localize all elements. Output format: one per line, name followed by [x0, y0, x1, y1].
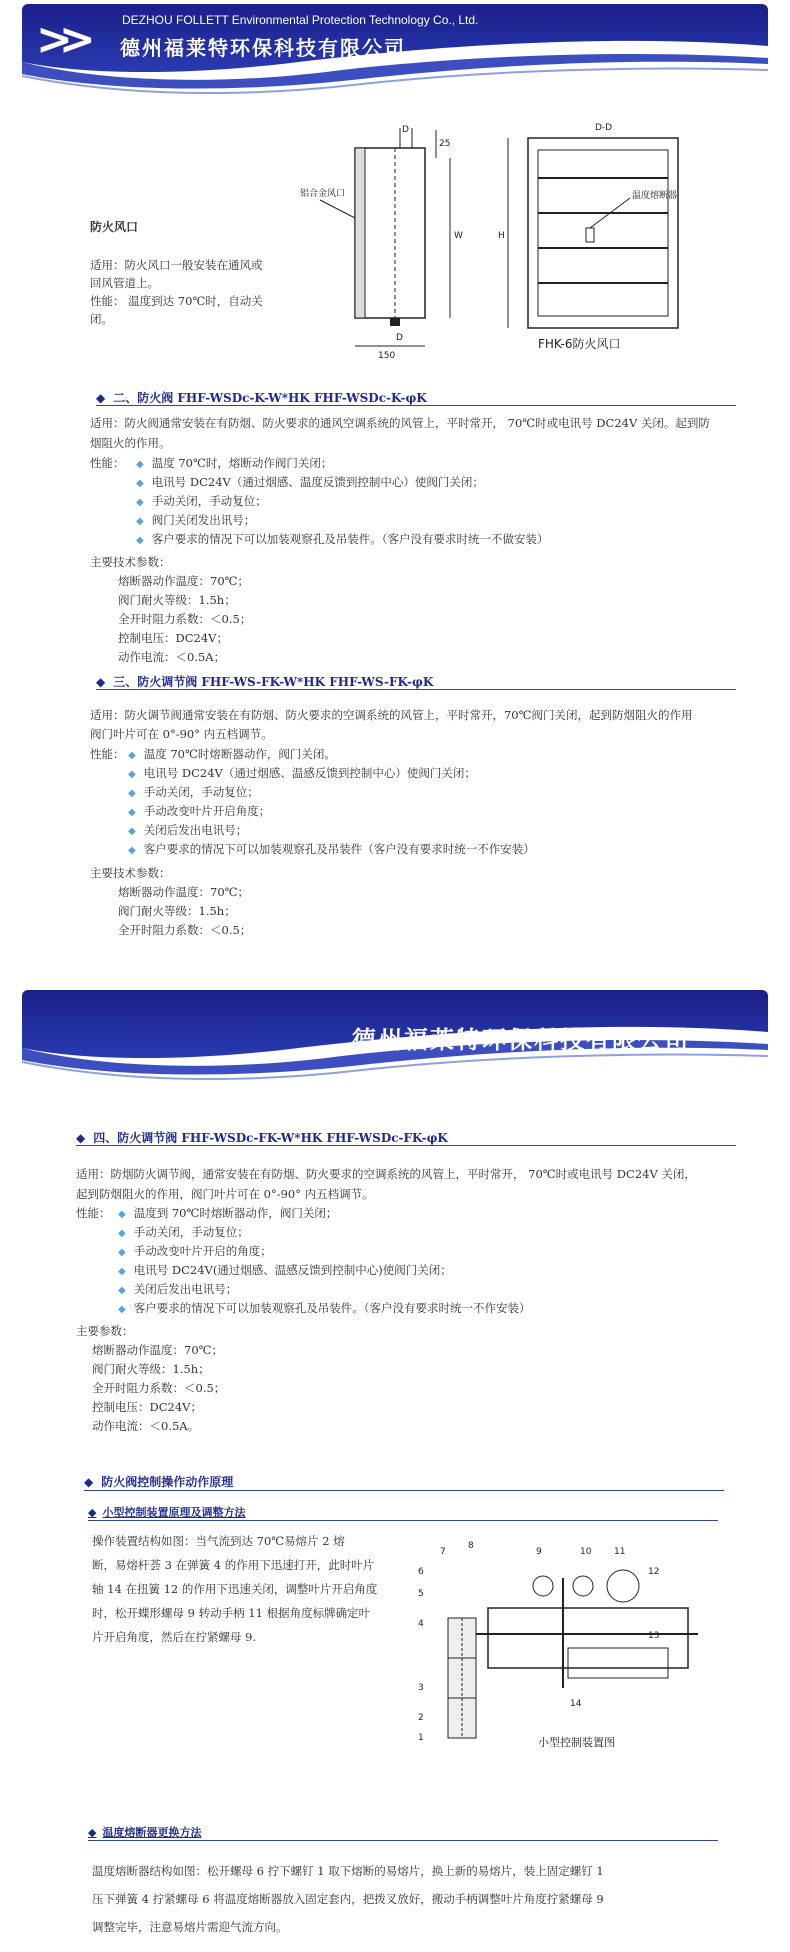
device-number-12: 12: [648, 1567, 660, 1577]
inlet-perf-2: 闭。: [90, 312, 113, 326]
top-banner: [22, 4, 768, 94]
principle-sub2: ◆ 温度熔断器更换方法: [88, 1826, 202, 1839]
chevron-logo-icon: >>: [36, 14, 82, 65]
second-banner: [22, 990, 768, 1080]
sub1-underline: [88, 1520, 718, 1521]
bullet-icon: ◆: [136, 535, 144, 546]
device-number-14: 14: [570, 1699, 582, 1709]
principle-line: 片开启角度，然后在拧紧螺母 9.: [92, 1630, 257, 1644]
param-item: 动作电流：＜0.5A；: [118, 650, 226, 664]
bullet-icon: ◆: [136, 478, 144, 489]
device-number-5: 5: [418, 1589, 424, 1599]
sec2-usage-2: 烟阻火的作用。: [90, 436, 171, 450]
bullet-icon: ◆: [128, 769, 136, 780]
feature-item: ◆ 客户要求的情况下可以加装观察孔及吊装件（客户没有要求时统一不作安装）: [128, 842, 535, 856]
param-item: 阀门耐火等级：1.5h；: [92, 1362, 210, 1376]
device-number-2: 2: [418, 1713, 424, 1723]
sec4-underline: [76, 1145, 736, 1146]
feature-item: ◆ 手动关闭，手动复位；: [136, 494, 267, 508]
sec3-usage-1: 适用：防火调节阀通常安装在有防烟、防火要求的空调系统的风管上，平时常开，70℃阀门关闭，起到防烟阻火的作用: [90, 708, 693, 722]
param-item: 熔断器动作温度：70℃；: [118, 885, 249, 899]
param-item: 全开时阻力系数：＜0.5；: [92, 1381, 226, 1395]
diamond-icon: ◆: [96, 391, 106, 405]
diamond-icon: ◆: [88, 1826, 97, 1839]
inlet-usage-1: 适用：防火风口一般安装在通风或: [90, 258, 263, 272]
sec3-perf-label: 性能：: [90, 747, 125, 761]
bullet-icon: ◆: [128, 845, 136, 856]
bullet-icon: ◆: [118, 1266, 126, 1277]
device-number-8: 8: [468, 1541, 474, 1551]
sec4-perf-label: 性能：: [76, 1206, 111, 1220]
bullet-icon: ◆: [136, 497, 144, 508]
company-name-en: DEZHOU FOLLETT Environmental Protection Technology Co., Ltd.: [122, 13, 479, 27]
principle-line: 轴 14 在扭簧 12 的作用下迅速关闭，调整叶片开启角度: [92, 1582, 378, 1596]
sec3-usage-2: 阀门叶片可在 0°-90° 内五档调节。: [90, 727, 273, 741]
label-frame: 铝合金风口: [300, 189, 346, 199]
inlet-perf-1: 性能： 温度到达 70℃时，自动关: [90, 294, 263, 308]
feature-item: ◆ 温度 70℃时熔断器动作，阀门关闭。: [128, 747, 336, 761]
param-item: 全开时阻力系数：＜0.5；: [118, 612, 252, 626]
principle-line: 压下弹簧 4 拧紧螺母 6 将温度熔断器放入固定套内，把拨叉放好，搬动手柄调整叶片角度拧紧螺母 9: [92, 1892, 604, 1906]
sec2-underline: [96, 405, 736, 406]
device-number-3: 3: [418, 1683, 424, 1693]
dim-d-top: D: [402, 125, 409, 135]
control-device-diagram: [418, 1538, 718, 1768]
device-number-13: 13: [648, 1631, 660, 1641]
feature-item: ◆ 客户要求的情况下可以加装观察孔及吊装件。（客户没有要求时统一不作安装）: [118, 1301, 531, 1315]
feature-item: ◆ 温度 70℃时，熔断动作阀门关闭；: [136, 456, 333, 470]
sec2-title: 二、防火阀 FHF-WSDc-K-W*HK FHF-WSDc-K-φK: [113, 391, 427, 405]
param-item: 熔断器动作温度：70℃；: [118, 574, 249, 588]
feature-item: ◆ 温度到 70℃时熔断器动作，阀门关闭；: [118, 1206, 338, 1220]
bullet-icon: ◆: [118, 1209, 126, 1220]
principle-line: 温度熔断器结构如图：松开螺母 6 拧下螺钉 1 取下熔断的易熔片，换上新的易熔片，装上固定螺钉 1: [92, 1864, 604, 1878]
bullet-icon: ◆: [118, 1304, 126, 1315]
sec3-title: 三、防火调节阀 FHF-WS-FK-W*HK FHF-WS-FK-φK: [113, 675, 434, 689]
feature-item: ◆ 阀门关闭发出讯号；: [136, 513, 256, 527]
bullet-icon: ◆: [136, 516, 144, 527]
dim-25: 25: [439, 139, 451, 149]
feature-item: ◆ 关闭后发出电讯号；: [118, 1282, 238, 1296]
bullet-icon: ◆: [128, 788, 136, 799]
bullet-icon: ◆: [118, 1247, 126, 1258]
sec2-perf-label: 性能：: [90, 456, 125, 470]
inlet-usage-2: 回风管道上。: [90, 276, 159, 290]
diamond-icon: ◆: [76, 1131, 86, 1145]
feature-item: ◆ 手动改变叶片开启的角度；: [118, 1244, 272, 1258]
bullet-icon: ◆: [128, 807, 136, 818]
bullet-icon: ◆: [128, 826, 136, 837]
sec4-heading: [76, 1129, 448, 1146]
principle-line: 操作装置结构如图：当气流到达 70℃易熔片 2 熔: [92, 1534, 345, 1548]
principle-sub1: ◆ 小型控制装置原理及调整方法: [88, 1506, 246, 1519]
bullet-icon: ◆: [118, 1285, 126, 1296]
device-number-7: 7: [440, 1547, 446, 1557]
sec4-usage-2: 起到防烟阻火的作用，阀门叶片可在 0°-90° 内五档调节。: [76, 1187, 374, 1201]
bullet-icon: ◆: [118, 1228, 126, 1239]
device-number-9: 9: [536, 1547, 542, 1557]
principle-line: 断，易熔杆荟 3 在弹簧 4 的作用下迅速打开，此时叶片: [92, 1558, 375, 1572]
feature-item: ◆ 电讯号 DC24V(通过烟感、温感反馈到控制中心)使阀门关闭；: [118, 1263, 452, 1277]
sec3-heading: [96, 673, 433, 690]
sec2-params-title: 主要技术参数：: [90, 555, 171, 569]
feature-item: ◆ 电讯号 DC24V（通过烟感、温度反馈到控制中心）使阀门关闭；: [136, 475, 484, 489]
param-item: 控制电压：DC24V；: [118, 631, 228, 645]
param-item: 阀门耐火等级：1.5h；: [118, 593, 236, 607]
param-item: 动作电流：＜0.5A。: [92, 1419, 200, 1433]
sec3-underline: [96, 689, 736, 690]
company-name-cn-2: 德州福莱特环保科技有限公司: [352, 1026, 690, 1054]
feature-item: ◆ 关闭后发出电讯号；: [128, 823, 248, 837]
company-name-cn: 德州福莱特环保科技有限公司: [120, 36, 406, 60]
feature-item: ◆ 客户要求的情况下可以加装观察孔及吊装件。（客户没有要求时统一不做安装）: [136, 532, 549, 546]
label-fuse: 温度熔断器: [632, 191, 678, 201]
sec2-usage-1: 适用：防火阀通常安装在有防烟、防火要求的通风空调系统的风管上，平时常开， 70℃时或电讯号 DC24V 关闭。起到防: [90, 416, 710, 430]
device-number-1: 1: [418, 1733, 424, 1743]
feature-item: ◆ 手动改变叶片开启角度；: [128, 804, 271, 818]
principle-line: 调整完毕，注意易熔片需迎气流方向。: [92, 1920, 288, 1934]
bullet-icon: ◆: [136, 459, 144, 470]
inlet-caption: FHK-6防火风口: [538, 337, 621, 351]
sub2-underline: [88, 1840, 718, 1841]
feature-item: ◆ 手动关闭，手动复位；: [118, 1225, 249, 1239]
sec4-params-title: 主要参数：: [76, 1324, 134, 1338]
param-item: 熔断器动作温度：70℃；: [92, 1343, 223, 1357]
principle-title: 防火阀控制操作动作原理: [101, 1475, 234, 1489]
principle-line: 时，松开蝶形螺母 9 转动手柄 11 根据角度标牌确定叶: [92, 1606, 371, 1620]
dim-h: H: [498, 231, 505, 241]
device-number-4: 4: [418, 1619, 424, 1629]
diamond-icon: ◆: [88, 1506, 97, 1519]
diamond-icon: ◆: [84, 1475, 94, 1489]
section-dd: D-D: [595, 123, 613, 133]
feature-item: ◆ 手动关闭，手动复位；: [128, 785, 259, 799]
dim-150: 150: [378, 351, 396, 358]
bullet-icon: ◆: [128, 750, 136, 761]
diamond-icon: ◆: [96, 675, 106, 689]
device-caption: 小型控制装置图: [538, 1736, 615, 1749]
param-item: 阀门耐火等级：1.5h；: [118, 904, 236, 918]
device-number-11: 11: [614, 1547, 626, 1557]
principle-heading: [84, 1473, 233, 1490]
param-item: 全开时阻力系数：＜0.5；: [118, 923, 252, 937]
param-item: 控制电压：DC24V；: [92, 1400, 202, 1414]
sec4-title: 四、防火调节阀 FHF-WSDc-FK-W*HK FHF-WSDc-FK-φK: [93, 1131, 448, 1145]
sec3-params-title: 主要技术参数：: [90, 866, 171, 880]
principle-underline: [84, 1490, 724, 1491]
sec4-usage-1: 适用：防烟防火调节阀，通常安装在有防烟、防火要求的空调系统的风管上，平时常开， 70℃时或电讯号 DC24V 关闭，: [76, 1167, 696, 1181]
sec2-heading: [96, 389, 427, 406]
feature-item: ◆ 电讯号 DC24V（通过烟感、温感反馈到控制中心）使阀门关闭；: [128, 766, 476, 780]
dim-w: W: [454, 231, 463, 241]
device-number-6: 6: [418, 1567, 424, 1577]
device-number-10: 10: [580, 1547, 592, 1557]
inlet-title: 防火风口: [90, 220, 139, 234]
inlet-diagram: [300, 118, 730, 358]
dim-d-bottom: D: [396, 333, 403, 343]
